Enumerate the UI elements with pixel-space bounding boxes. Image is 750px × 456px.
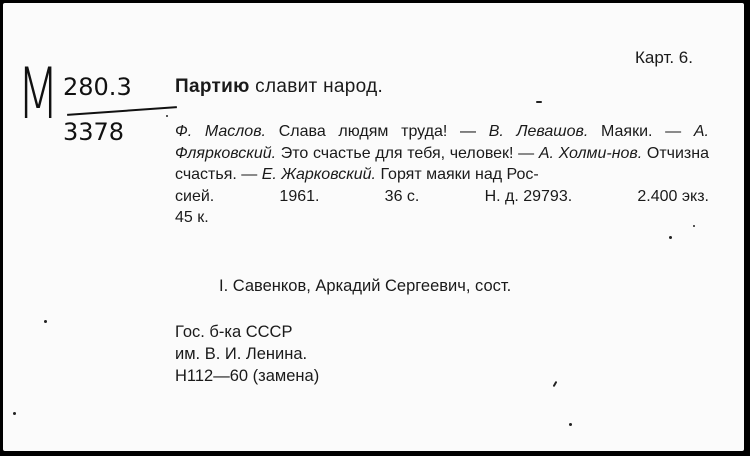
author-5: Е. Жарковский.: [261, 166, 376, 183]
call-number-bottom: 3378: [63, 118, 125, 146]
library-stamp: [175, 321, 319, 387]
author-3: А. Флярковский.: [175, 123, 709, 162]
title-bold: Партию: [175, 76, 250, 97]
author-1: Ф. Маслов.: [175, 123, 266, 140]
work-4: Отчизна счастья. —: [175, 144, 710, 183]
work-5: Горят маяки над Рос-: [376, 166, 539, 183]
library-line-3: Н112—60 (замена): [175, 367, 320, 385]
call-number-letter: М: [17, 53, 60, 135]
call-number-top: 280.3: [63, 73, 132, 101]
card-title: [175, 76, 383, 98]
work-1: Слава людям труда! —: [266, 123, 489, 140]
speck: [44, 320, 47, 323]
author-2: В. Левашов.: [488, 123, 589, 140]
speck: [13, 412, 16, 415]
imprint-copies: 2.400 экз.: [637, 187, 709, 205]
imprint-price: 45 к.: [175, 209, 209, 226]
call-number-divider: [67, 106, 177, 116]
title-rest: славит народ.: [249, 76, 384, 97]
speck: [536, 101, 542, 103]
added-entry: I. Савенков, Аркадий Сергеевич, сост.: [219, 277, 512, 295]
speck: [693, 225, 695, 227]
imprint-row: [175, 186, 709, 208]
imprint-pages: 36 с.: [384, 187, 420, 205]
work-3: Это счастье для тебя, человек! —: [276, 144, 539, 162]
library-line-2: им. В. И. Ленина.: [175, 345, 308, 363]
imprint-place-end: сией.: [175, 187, 215, 205]
library-line-1: Гос. б-ка СССР: [175, 323, 293, 341]
card-number: Карт. 6.: [635, 48, 693, 67]
imprint-plate-number: Н. д. 29793.: [484, 187, 573, 205]
speck: [669, 236, 672, 239]
author-4: А. Холми-нов.: [538, 144, 643, 162]
speck: [569, 423, 572, 426]
imprint-year: 1961.: [279, 187, 320, 205]
contents-note: [175, 121, 709, 229]
speck: [166, 115, 168, 117]
catalog-card: [3, 3, 744, 451]
work-2: Маяки. —: [588, 123, 694, 140]
speck: [553, 381, 558, 387]
